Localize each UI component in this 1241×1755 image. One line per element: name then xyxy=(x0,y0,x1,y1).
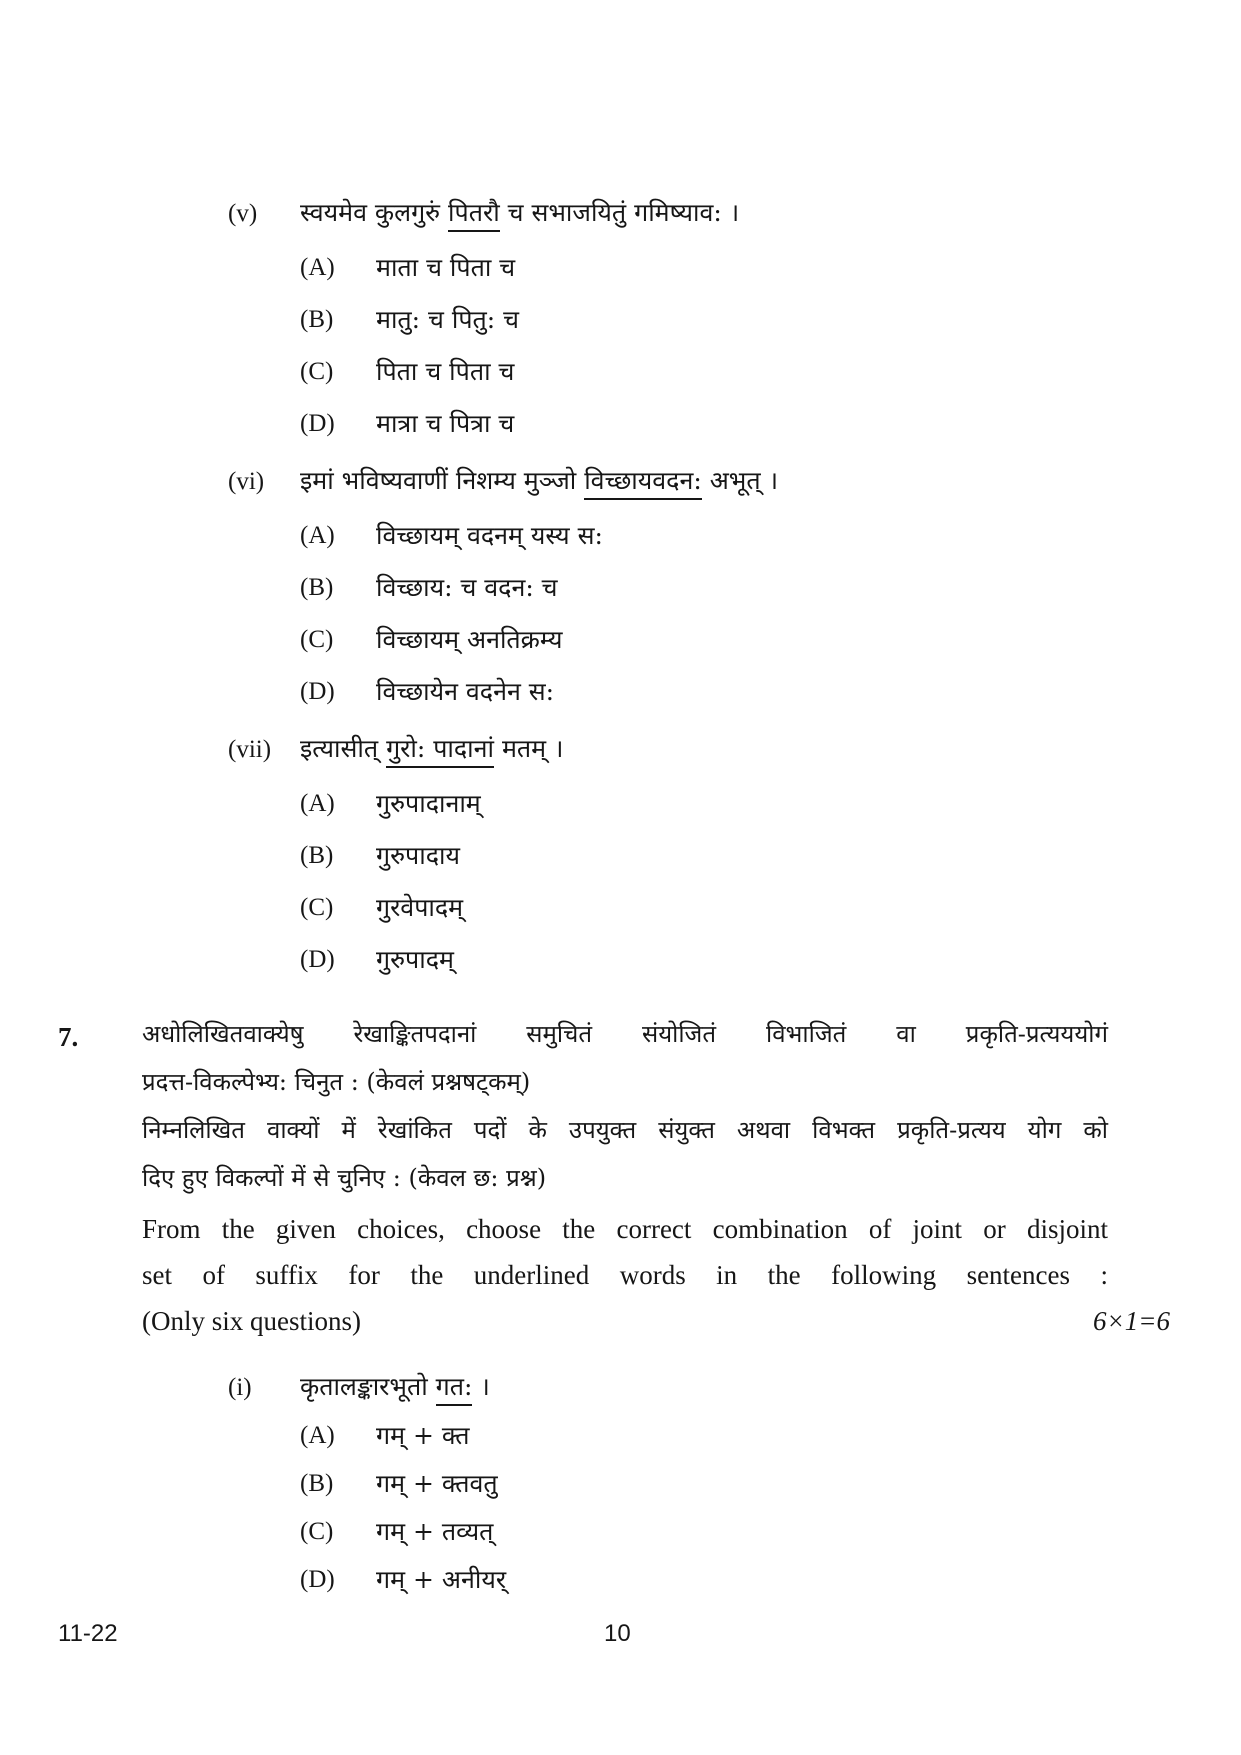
option-label: (A) xyxy=(300,1422,335,1449)
q7-hindi-line1: निम्नलिखित वाक्यों में रेखांकित पदों के उपयुक्त संयुक्त अथवा विभक्त प्रकृति-प्रत्यय योग को xyxy=(142,1116,1108,1144)
option-label: (D) xyxy=(300,678,335,705)
underlined-word: पितरौ xyxy=(448,198,500,232)
question-text-after: च सभाजयितुं गमिष्याव: । xyxy=(499,198,740,227)
option-text: गम् + क्त xyxy=(376,1421,470,1450)
q7-sanskrit-line2: प्रदत्त-विकल्पेभ्य: चिनुत : (केवलं प्रश्नषट्कम्) xyxy=(142,1068,531,1096)
question-i-text xyxy=(300,1370,490,1404)
option-label: (B) xyxy=(300,574,334,601)
question-text-before: इत्यासीत् xyxy=(300,734,387,763)
question-number-v: (v) xyxy=(228,200,258,227)
question-text-after: अभूत् । xyxy=(701,466,779,495)
question-vi-text xyxy=(300,464,778,498)
underlined-word: विच्छायवदन: xyxy=(584,466,702,500)
option-text: माता च पिता च xyxy=(376,253,516,282)
question-v-text xyxy=(300,196,739,230)
q7-english-line3: (Only six questions) xyxy=(142,1306,361,1336)
option-label: (B) xyxy=(300,1470,334,1497)
option-label: (A) xyxy=(300,254,335,281)
option-text: पिता च पिता च xyxy=(376,357,515,386)
page-number: 10 xyxy=(604,1620,631,1647)
q7-sanskrit-line1: अधोलिखितवाक्येषु रेखाङ्कितपदानां समुचितं संयोजितं विभाजितं वा प्रकृति-प्रत्यययोगं xyxy=(142,1020,1108,1048)
option-label: (C) xyxy=(300,894,334,921)
q7-english-line1: From the given choices, choose the correct combination of joint or disjoint xyxy=(142,1214,1108,1244)
option-label: (D) xyxy=(300,1566,335,1593)
q7-english-line2: set of suffix for the underlined words in the following sentences : xyxy=(142,1260,1108,1290)
underlined-word: गत: xyxy=(436,1372,473,1406)
question-text-before: कृतालङ्कारभूतो xyxy=(300,1372,436,1401)
question-text-after: मतम् । xyxy=(494,734,564,763)
question-number-i: (i) xyxy=(228,1374,252,1401)
option-label: (B) xyxy=(300,842,334,869)
question-number-7: 7. xyxy=(58,1022,79,1052)
option-text: विच्छायम् अनतिक्रम्य xyxy=(376,625,563,654)
option-text: गम् + अनीयर् xyxy=(376,1565,507,1594)
option-text: गम् + क्तवतु xyxy=(376,1469,498,1498)
option-text: मात्रा च पित्रा च xyxy=(376,409,515,438)
question-text-after: । xyxy=(472,1372,490,1401)
q7-hindi-line2: दिए हुए विकल्पों में से चुनिए : (केवल छ: प्रश्न) xyxy=(142,1164,547,1192)
paper-code: 11-22 xyxy=(58,1620,118,1647)
option-label: (A) xyxy=(300,790,335,817)
option-text: गुरुपादाय xyxy=(376,841,460,870)
option-text: गुरुपादम् xyxy=(376,945,454,974)
option-label: (C) xyxy=(300,626,334,653)
option-label: (C) xyxy=(300,358,334,385)
option-label: (C) xyxy=(300,1518,334,1545)
question-number-vii: (vii) xyxy=(228,736,272,763)
option-text: विच्छाय: च वदन: च xyxy=(376,573,558,602)
option-label: (D) xyxy=(300,410,335,437)
option-text: विच्छायेन वदनेन स: xyxy=(376,677,555,706)
marks-allocation: 6×1=6 xyxy=(1093,1306,1170,1336)
option-text: मातु: च पितु: च xyxy=(376,305,520,334)
question-number-vi: (vi) xyxy=(228,468,265,495)
option-label: (D) xyxy=(300,946,335,973)
question-vii-text xyxy=(300,732,564,766)
option-text: गुरुपादानाम् xyxy=(376,789,481,818)
underlined-word: गुरो: पादानां xyxy=(386,734,494,768)
question-text-before: इमां भविष्यवाणीं निशम्य मुञ्जो xyxy=(300,466,585,495)
option-text: विच्छायम् वदनम् यस्य स: xyxy=(376,521,603,550)
option-label: (B) xyxy=(300,306,334,333)
option-label: (A) xyxy=(300,522,335,549)
option-text: गम् + तव्यत् xyxy=(376,1517,494,1546)
option-text: गुरवेपादम् xyxy=(376,893,464,922)
question-text-before: स्वयमेव कुलगुरुं xyxy=(300,198,449,227)
